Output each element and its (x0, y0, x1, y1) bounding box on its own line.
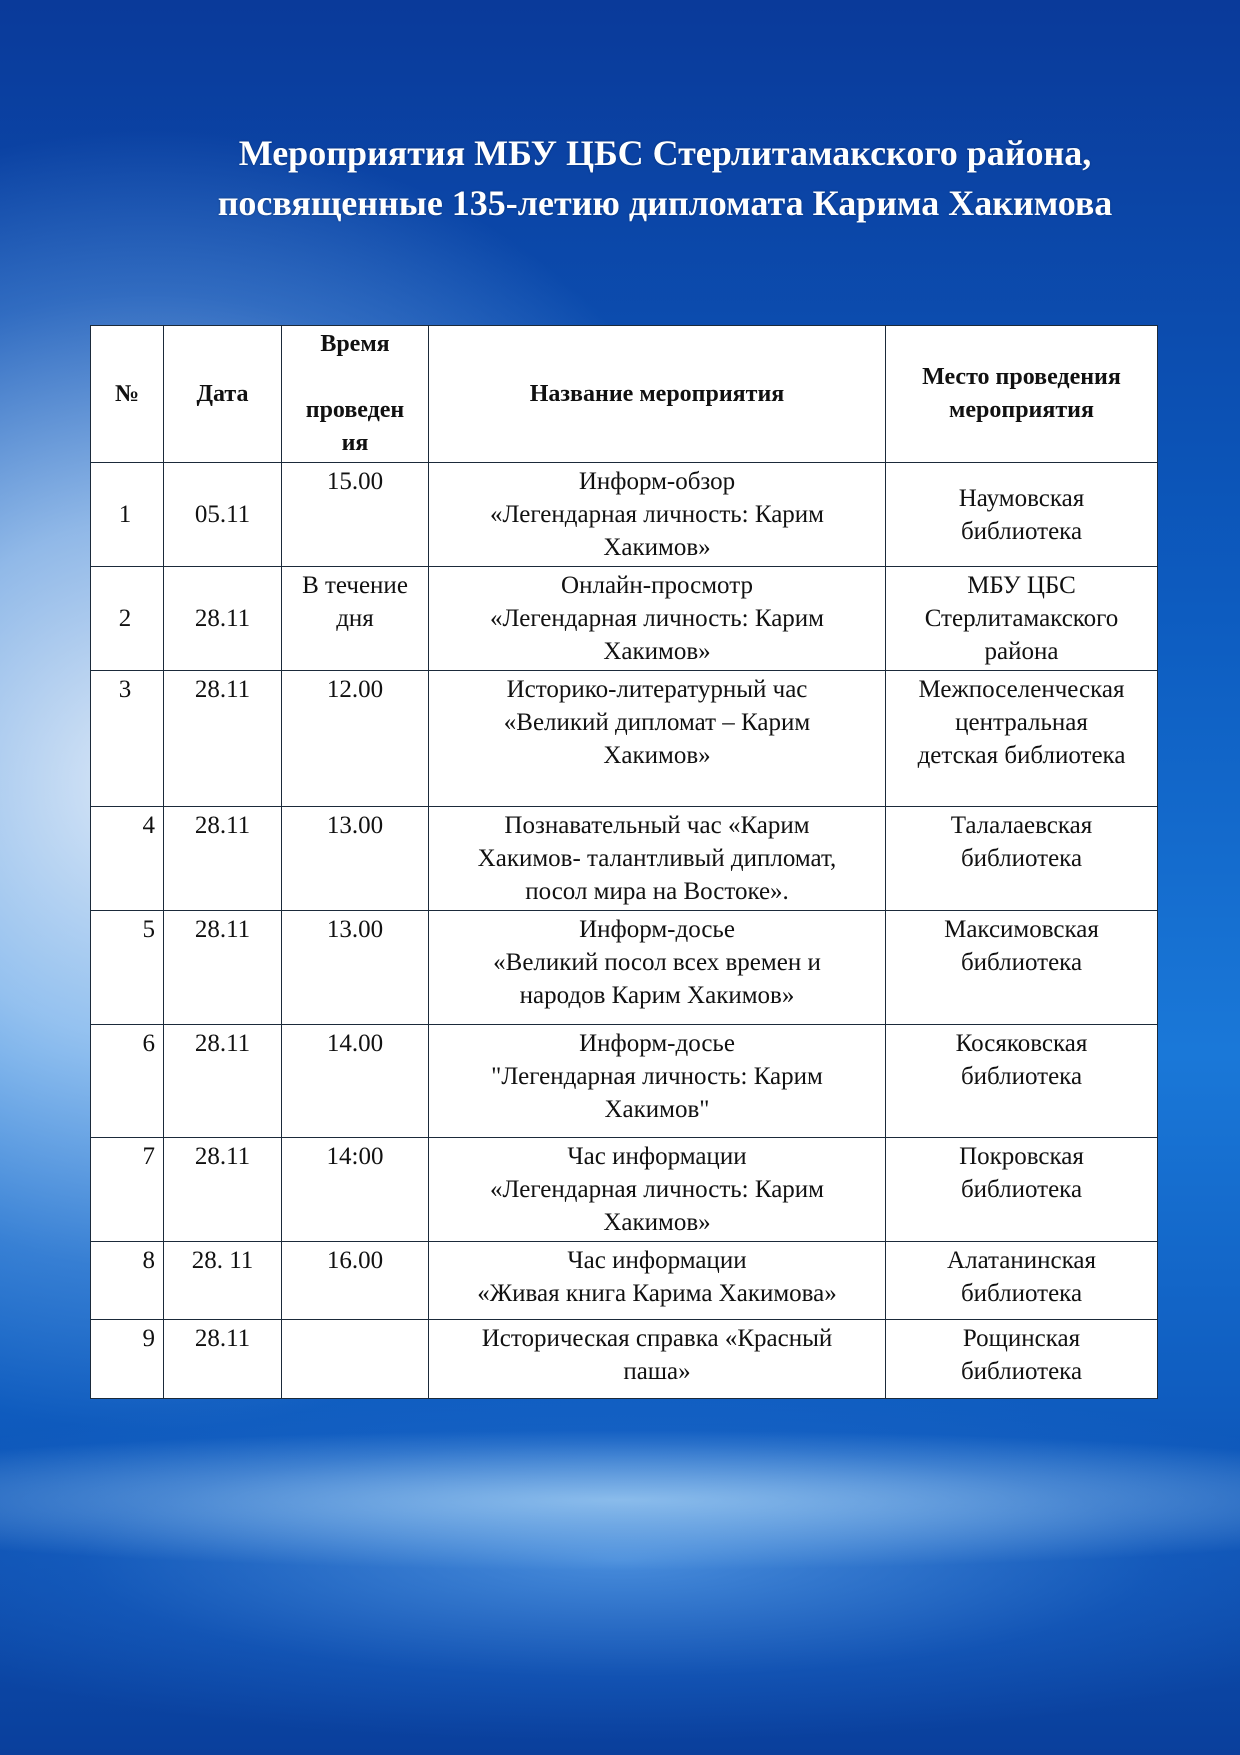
header-time (282, 326, 429, 463)
event-place-line: Алатанинская (947, 1247, 1096, 1274)
event-name-line: «Великий посол всех времен и (493, 949, 821, 976)
event-name-line: Хакимов" (604, 1096, 710, 1123)
event-name-line: «Великий дипломат – Карим (503, 709, 811, 736)
event-name-line: Хакимов- талантливый дипломат, (477, 845, 837, 872)
row-num: 1 (91, 463, 164, 567)
row-name (429, 671, 886, 807)
table-row (91, 1025, 1158, 1138)
event-place-line: детская библиотека (917, 742, 1126, 769)
row-date: 28.11 (164, 1025, 282, 1138)
row-date: 28.11 (164, 1138, 282, 1242)
table-row (91, 807, 1158, 911)
event-place-line: Косяковская (955, 1030, 1088, 1057)
table-body (91, 463, 1158, 1399)
event-name-line: Историко-литературный час (506, 676, 808, 703)
event-place-line: библиотека (960, 1358, 1083, 1385)
event-place-line: Наумовская (958, 484, 1085, 512)
event-name-line: Час информации (567, 1247, 747, 1274)
table-row (91, 567, 1158, 671)
event-name-line: «Легендарная личность: Карим (489, 605, 824, 632)
event-name-line: "Легендарная личность: Карим (491, 1063, 823, 1090)
event-name-line: Информ-досье (579, 916, 735, 943)
event-name-line: Онлайн-просмотр (561, 572, 753, 599)
table-row (91, 911, 1158, 1025)
row-num: 4 (91, 807, 164, 911)
event-name-line: «Легендарная личность: Карим (489, 501, 824, 528)
event-name-line: Информ-обзор (578, 468, 736, 495)
event-place-line: Талалаевская (950, 812, 1093, 839)
event-name-line: Хакимов» (603, 534, 711, 561)
event-place-line: МБУ ЦБС (967, 572, 1076, 599)
row-date: 05.11 (164, 463, 282, 567)
row-time: 13.00 (282, 807, 429, 911)
title-line-1: Мероприятия МБУ ЦБС Стерлитамакского района, (238, 133, 1092, 173)
table-row (91, 463, 1158, 567)
header-time-line: Время (320, 331, 390, 357)
row-place (886, 911, 1158, 1025)
row-name (429, 463, 886, 567)
row-time: В течение дня (282, 567, 429, 671)
table-row (91, 1320, 1158, 1399)
table-row (91, 1138, 1158, 1242)
header-time-line: проведен (305, 397, 405, 423)
event-place-line: библиотека (960, 1176, 1083, 1203)
event-place-line: района (984, 638, 1059, 665)
row-place (886, 463, 1158, 567)
row-time: 15.00 (282, 463, 429, 567)
header-time-line: ия (341, 430, 369, 456)
event-place-line: библиотека (960, 1063, 1083, 1090)
event-name-line: паша» (623, 1358, 691, 1385)
row-time: 16.00 (282, 1242, 429, 1320)
event-name-line: посол мира на Востоке». (525, 878, 789, 905)
row-time: 14:00 (282, 1138, 429, 1242)
row-time: 14.00 (282, 1025, 429, 1138)
event-place-line: Максимовская (944, 916, 1099, 943)
event-name-line: «Легендарная личность: Карим (489, 1176, 824, 1203)
row-name (429, 1242, 886, 1320)
row-place (886, 1242, 1158, 1320)
row-num: 6 (91, 1025, 164, 1138)
event-place-line: Межпоселенческая (918, 676, 1125, 703)
row-place (886, 567, 1158, 671)
row-date: 28.11 (164, 1320, 282, 1399)
header-name: Название мероприятия (429, 326, 886, 463)
row-name (429, 1138, 886, 1242)
row-place (886, 807, 1158, 911)
event-name-line: Час информации (567, 1143, 747, 1170)
row-num: 3 (91, 671, 164, 807)
row-num: 2 (91, 567, 164, 671)
event-place-line: Покровская (959, 1143, 1084, 1170)
row-name (429, 807, 886, 911)
page-title (140, 128, 1190, 228)
row-date: 28.11 (164, 807, 282, 911)
row-place (886, 1025, 1158, 1138)
header-place-line: мероприятия (949, 397, 1094, 423)
event-name-line: Хакимов» (603, 742, 711, 769)
event-name-line: Хакимов» (603, 638, 711, 665)
row-date: 28.11 (164, 671, 282, 807)
row-name (429, 1320, 886, 1399)
row-num: 8 (91, 1242, 164, 1320)
event-name-line: народов Карим Хакимов» (519, 982, 795, 1009)
event-place-line: библиотека (960, 1280, 1083, 1307)
row-date: 28.11 (164, 911, 282, 1025)
row-time: 13.00 (282, 911, 429, 1025)
event-name-line: «Живая книга Карима Хакимова» (477, 1280, 837, 1307)
event-place-line: Стерлитамакского (924, 605, 1119, 632)
header-row (91, 326, 1158, 463)
table-row (91, 1242, 1158, 1320)
row-time (282, 1320, 429, 1399)
header-place-line: Место проведения (922, 364, 1121, 390)
header-time-spacer (286, 361, 424, 394)
row-num: 5 (91, 911, 164, 1025)
row-date: 28.11 (164, 567, 282, 671)
row-num: 9 (91, 1320, 164, 1399)
event-place-line: библиотека (960, 949, 1083, 976)
event-name-line: Познавательный час «Карим (504, 812, 810, 839)
table-row (91, 671, 1158, 807)
row-time: 12.00 (282, 671, 429, 807)
events-table (90, 325, 1158, 1399)
row-place (886, 1138, 1158, 1242)
event-name-line: Хакимов» (603, 1209, 711, 1236)
event-place-line: библиотека (960, 517, 1083, 545)
header-num: № (91, 326, 164, 463)
header-date: Дата (164, 326, 282, 463)
row-place (886, 1320, 1158, 1399)
row-name (429, 911, 886, 1025)
event-place-line: библиотека (960, 845, 1083, 872)
event-place-line: центральная (955, 709, 1088, 736)
header-place (886, 326, 1158, 463)
title-line-2: посвященные 135-летию дипломата Карима Хакимова (217, 183, 1113, 223)
row-name (429, 1025, 886, 1138)
event-name-line: Информ-досье (579, 1030, 735, 1057)
row-num: 7 (91, 1138, 164, 1242)
row-date: 28. 11 (164, 1242, 282, 1320)
row-name (429, 567, 886, 671)
event-place-line: Рощинская (962, 1325, 1081, 1352)
row-place (886, 671, 1158, 807)
event-name-line: Историческая справка «Красный (481, 1325, 833, 1352)
